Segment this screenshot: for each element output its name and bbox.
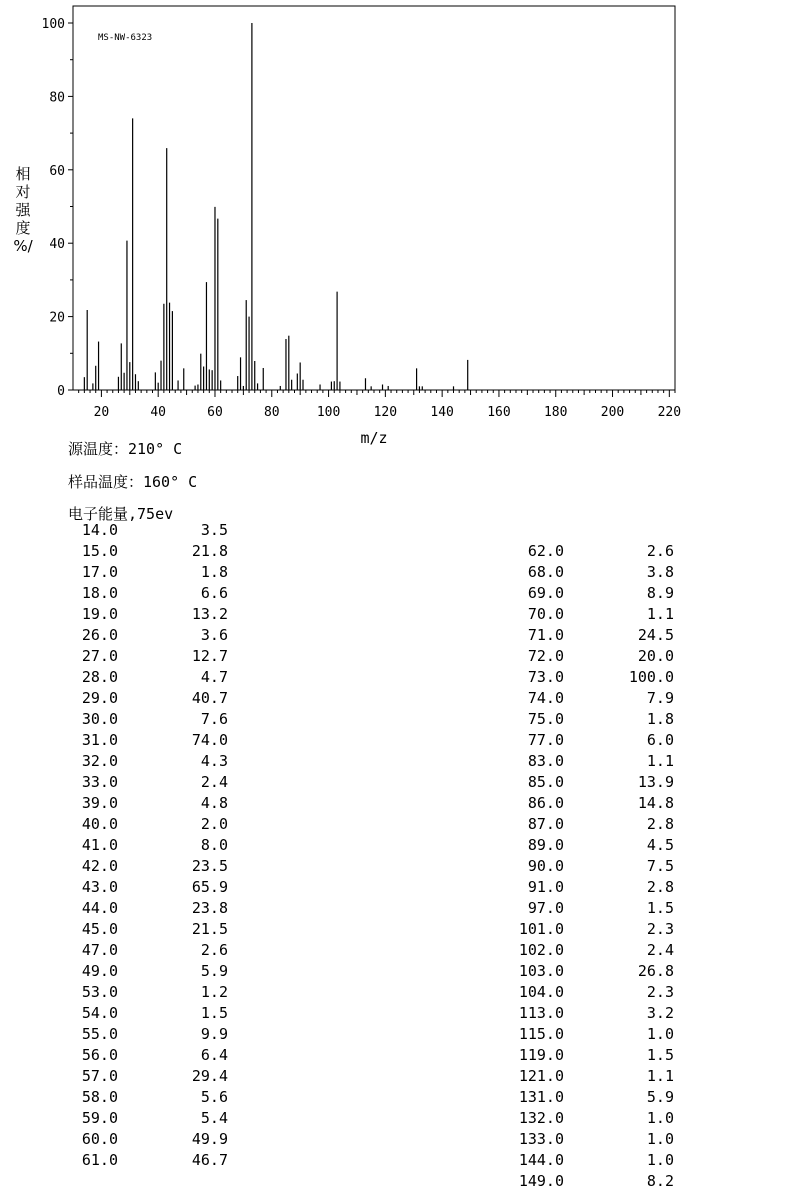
mz-value: 62.0: [527, 542, 564, 560]
mass-spectrum-chart: [0, 0, 794, 460]
mz-value: 32.0: [81, 752, 118, 770]
mz-value: 42.0: [81, 857, 118, 875]
x-tick-label: 20: [93, 405, 110, 420]
intensity-value: 2.8: [646, 878, 674, 896]
intensity-value: 4.5: [646, 836, 674, 854]
peak-row-right: [0, 1004, 700, 1025]
intensity-value: 20.0: [637, 647, 674, 665]
intensity-value: 2.3: [646, 983, 674, 1001]
mz-value: 72.0: [527, 647, 564, 665]
y-tick-label: 40: [49, 237, 65, 253]
mz-value: 90.0: [527, 857, 564, 875]
spectrum-peaks: [84, 23, 467, 390]
peak-row-right: [0, 857, 700, 878]
y-tick-label: 80: [49, 90, 65, 106]
intensity-value: 13.2: [191, 605, 228, 623]
mz-value: 74.0: [527, 689, 564, 707]
intensity-value: 4.8: [200, 794, 228, 812]
intensity-value: 1.8: [200, 563, 228, 581]
intensity-value: 8.2: [646, 1172, 674, 1190]
mz-value: 87.0: [527, 815, 564, 833]
intensity-value: 1.5: [646, 899, 674, 917]
intensity-value: 1.0: [646, 1025, 674, 1043]
mz-value: 28.0: [81, 668, 118, 686]
electron-energy: 电子能量,75ev: [68, 505, 174, 523]
intensity-value: 2.4: [646, 941, 674, 959]
intensity-value: 3.6: [200, 626, 228, 644]
peak-row-right: [0, 689, 700, 710]
intensity-value: 100.0: [628, 668, 674, 686]
peak-row-right: [0, 752, 700, 773]
mz-value: 104.0: [518, 983, 564, 1001]
intensity-value: 7.6: [200, 710, 228, 728]
y-tick-label: 100: [41, 17, 65, 32]
peak-row-left: [0, 521, 700, 542]
intensity-value: 1.0: [646, 1109, 674, 1127]
peak-row-right: [0, 1046, 700, 1067]
x-tick-label: 200: [600, 405, 625, 420]
y-tick-label: 20: [49, 310, 65, 326]
intensity-value: 2.0: [200, 815, 228, 833]
intensity-value: 6.0: [646, 731, 674, 749]
intensity-value: 14.8: [637, 794, 674, 812]
peak-row-right: [0, 731, 700, 752]
peak-row-right: [0, 563, 700, 584]
x-tick-label: 140: [430, 405, 454, 420]
peak-row-right: [0, 920, 700, 941]
peak-row-right: [0, 794, 700, 815]
intensity-value: 1.8: [646, 710, 674, 728]
y-axis-label-char: %/: [13, 237, 33, 255]
mz-value: 97.0: [527, 899, 564, 917]
intensity-value: 5.4: [200, 1109, 228, 1127]
intensity-value: 40.7: [191, 689, 228, 707]
mz-value: 43.0: [81, 878, 118, 896]
x-tick-label: 160: [487, 405, 511, 420]
mz-value: 132.0: [518, 1109, 564, 1127]
intensity-value: 74.0: [191, 731, 228, 749]
x-tick-label: 100: [316, 405, 341, 420]
intensity-value: 2.8: [646, 815, 674, 833]
intensity-value: 49.9: [191, 1130, 228, 1148]
intensity-value: 2.6: [646, 542, 674, 560]
x-tick-label: 180: [543, 405, 568, 420]
mz-value: 15.0: [81, 542, 118, 560]
intensity-value: 1.1: [646, 1067, 674, 1085]
mz-value: 61.0: [81, 1151, 118, 1169]
mz-value: 121.0: [518, 1067, 564, 1085]
intensity-value: 8.9: [646, 584, 674, 602]
intensity-value: 2.6: [200, 941, 228, 959]
chart-title: MS-NW-6323: [98, 33, 153, 43]
mz-value: 69.0: [527, 584, 564, 602]
intensity-value: 21.5: [191, 920, 228, 938]
y-tick-label: 0: [57, 384, 65, 399]
mz-value: 144.0: [518, 1151, 564, 1169]
mz-value: 75.0: [527, 710, 564, 728]
intensity-value: 24.5: [637, 626, 674, 644]
intensity-value: 23.8: [191, 899, 228, 917]
mz-value: 89.0: [527, 836, 564, 854]
intensity-value: 29.4: [191, 1067, 228, 1085]
y-axis-label: [13, 165, 33, 255]
mz-value: 60.0: [81, 1130, 118, 1148]
y-axis-label-char: 强: [15, 201, 31, 219]
peak-row-right: [0, 710, 700, 731]
peak-row-right: [0, 605, 700, 626]
intensity-value: 2.4: [200, 773, 228, 791]
peak-row-right: [0, 626, 700, 647]
mz-value: 101.0: [518, 920, 564, 938]
intensity-value: 1.1: [646, 752, 674, 770]
y-tick-label: 60: [49, 163, 65, 179]
mz-value: 73.0: [527, 668, 564, 686]
mz-value: 49.0: [81, 962, 118, 980]
intensity-value: 12.7: [191, 647, 228, 665]
mz-value: 85.0: [527, 773, 564, 791]
mz-value: 47.0: [81, 941, 118, 959]
peak-row-right: [0, 1130, 700, 1151]
mz-value: 91.0: [527, 878, 564, 896]
mz-value: 14.0: [81, 521, 118, 539]
intensity-value: 46.7: [191, 1151, 228, 1169]
source-temperature: 源温度：210° C: [68, 440, 183, 458]
x-tick-label: 60: [207, 405, 223, 420]
intensity-value: 3.2: [646, 1004, 674, 1022]
mz-value: 102.0: [518, 941, 564, 959]
intensity-value: 1.0: [646, 1130, 674, 1148]
mz-value: 29.0: [81, 689, 118, 707]
mz-value: 17.0: [81, 563, 118, 581]
intensity-value: 5.6: [200, 1088, 228, 1106]
x-tick-label: 120: [373, 405, 398, 420]
mz-value: 71.0: [527, 626, 564, 644]
intensity-value: 6.6: [200, 584, 228, 602]
x-axis-label: m/z: [360, 429, 388, 447]
mz-value: 70.0: [527, 605, 564, 623]
mz-value: 68.0: [527, 563, 564, 581]
mz-value: 30.0: [81, 710, 118, 728]
mz-value: 44.0: [81, 899, 118, 917]
mz-value: 55.0: [81, 1025, 118, 1043]
peak-row-right: [0, 983, 700, 1004]
intensity-value: 7.5: [646, 857, 674, 875]
intensity-value: 21.8: [191, 542, 228, 560]
mz-value: 31.0: [81, 731, 118, 749]
mz-value: 39.0: [81, 794, 118, 812]
intensity-value: 26.8: [637, 962, 674, 980]
x-tick-label: 80: [263, 405, 280, 420]
mz-value: 45.0: [81, 920, 118, 938]
intensity-value: 23.5: [191, 857, 228, 875]
peak-row-right: [0, 941, 700, 962]
intensity-value: 1.5: [200, 1004, 228, 1022]
mz-value: 119.0: [518, 1046, 564, 1064]
mz-value: 131.0: [518, 1088, 564, 1106]
y-axis-label-char: 相: [15, 165, 31, 183]
intensity-value: 1.2: [200, 983, 228, 1001]
intensity-value: 9.9: [200, 1025, 228, 1043]
intensity-value: 7.9: [646, 689, 674, 707]
mz-value: 27.0: [81, 647, 118, 665]
intensity-value: 3.5: [200, 521, 228, 539]
intensity-value: 2.3: [646, 920, 674, 938]
intensity-value: 1.5: [646, 1046, 674, 1064]
x-axis: [79, 390, 681, 420]
peak-row-right: [0, 1025, 700, 1046]
mz-value: 149.0: [518, 1172, 564, 1190]
peak-row-right: [0, 1067, 700, 1088]
intensity-value: 4.7: [200, 668, 228, 686]
intensity-value: 5.9: [646, 1088, 674, 1106]
mz-value: 83.0: [527, 752, 564, 770]
x-tick-label: 40: [150, 405, 167, 420]
mz-value: 133.0: [518, 1130, 564, 1148]
mz-value: 26.0: [81, 626, 118, 644]
mz-value: 86.0: [527, 794, 564, 812]
mz-value: 77.0: [527, 731, 564, 749]
mz-value: 19.0: [81, 605, 118, 623]
peak-row-right: [0, 962, 700, 983]
peak-row-right: [0, 878, 700, 899]
peak-row-right: [0, 1151, 700, 1172]
intensity-value: 5.9: [200, 962, 228, 980]
mz-value: 41.0: [81, 836, 118, 854]
sample-temperature: 样品温度：160° C: [68, 473, 198, 491]
peak-row-right: [0, 1109, 700, 1130]
peak-row-right: [0, 584, 700, 605]
mz-value: 57.0: [81, 1067, 118, 1085]
mz-value: 115.0: [518, 1025, 564, 1043]
peak-row-right: [0, 1172, 700, 1193]
x-tick-label: 220: [657, 405, 682, 420]
intensity-value: 65.9: [191, 878, 228, 896]
peak-row-right: [0, 899, 700, 920]
mz-value: 54.0: [81, 1004, 118, 1022]
peak-row-right: [0, 815, 700, 836]
mz-value: 53.0: [81, 983, 118, 1001]
mz-value: 59.0: [81, 1109, 118, 1127]
intensity-value: 6.4: [200, 1046, 228, 1064]
peak-row-right: [0, 542, 700, 563]
mz-value: 58.0: [81, 1088, 118, 1106]
intensity-value: 8.0: [200, 836, 228, 854]
mz-value: 18.0: [81, 584, 118, 602]
y-axis-label-char: 对: [15, 183, 31, 201]
peak-row-right: [0, 836, 700, 857]
peak-row-right: [0, 1088, 700, 1109]
mz-value: 103.0: [518, 962, 564, 980]
mz-value: 56.0: [81, 1046, 118, 1064]
mz-value: 113.0: [518, 1004, 564, 1022]
intensity-value: 1.0: [646, 1151, 674, 1169]
intensity-value: 1.1: [646, 605, 674, 623]
intensity-value: 3.8: [646, 563, 674, 581]
y-axis-label-char: 度: [15, 219, 31, 237]
peak-row-right: [0, 647, 700, 668]
y-axis: [42, 17, 73, 399]
peak-row-right: [0, 773, 700, 794]
mz-value: 40.0: [81, 815, 118, 833]
mz-value: 33.0: [81, 773, 118, 791]
intensity-value: 4.3: [200, 752, 228, 770]
intensity-value: 13.9: [637, 773, 674, 791]
peak-row-right: [0, 668, 700, 689]
